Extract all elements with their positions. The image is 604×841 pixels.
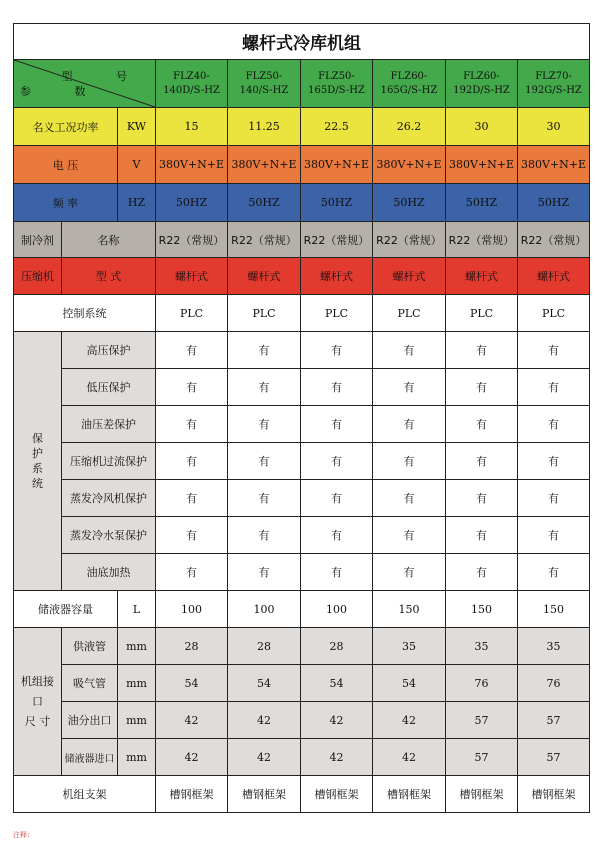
protection-value: 有 [228,406,301,443]
protection-value: 有 [446,480,518,517]
protection-value: 有 [156,332,228,369]
control-value: PLC [446,295,518,332]
receiver-row [14,591,590,628]
model-cell: FLZ70- 192G/S-HZ [518,60,590,108]
protection-value: 有 [156,517,228,554]
protection-value: 有 [446,443,518,480]
compressor-label: 压缩机 [14,258,62,295]
protection-value: 有 [301,369,373,406]
protection-item-label: 蒸发冷水泵保护 [62,517,156,554]
protection-row [14,480,590,517]
control-value: PLC [228,295,301,332]
refrigerant-value: R22（常规） [228,222,301,258]
connection-value: 42 [373,739,446,776]
connection-value: 42 [228,739,301,776]
connection-value: 76 [518,665,590,702]
spec-table [13,23,590,813]
connection-unit: mm [118,702,156,739]
protection-value: 有 [301,480,373,517]
protection-value: 有 [301,517,373,554]
connection-value: 76 [446,665,518,702]
frequency-value: 50HZ [373,184,446,222]
connection-unit: mm [118,739,156,776]
power-value: 30 [446,108,518,146]
connection-value: 42 [301,702,373,739]
voltage-unit: V [118,146,156,184]
voltage-value: 380V+N+E [228,146,301,184]
power-value: 30 [518,108,590,146]
protection-value: 有 [518,406,590,443]
compressor-value: 螺杆式 [228,258,301,295]
receiver-value: 150 [446,591,518,628]
protection-value: 有 [228,517,301,554]
protection-value: 有 [446,369,518,406]
connection-value: 42 [156,739,228,776]
connection-value: 42 [373,702,446,739]
connection-value: 54 [373,665,446,702]
model-cell: FLZ60- 165G/S-HZ [373,60,446,108]
protection-value: 有 [373,517,446,554]
frame-value: 槽钢框架 [518,776,590,813]
protection-value: 有 [228,443,301,480]
refrigerant-value: R22（常规） [373,222,446,258]
power-value: 15 [156,108,228,146]
frequency-value: 50HZ [228,184,301,222]
control-value: PLC [518,295,590,332]
connection-value: 35 [518,628,590,665]
connection-value: 35 [373,628,446,665]
protection-item-label: 低压保护 [62,369,156,406]
receiver-value: 100 [156,591,228,628]
voltage-value: 380V+N+E [156,146,228,184]
protection-value: 有 [228,480,301,517]
protection-value: 有 [518,443,590,480]
compressor-value: 螺杆式 [301,258,373,295]
frequency-label: 频 率 [14,184,118,222]
protection-value: 有 [228,332,301,369]
control-value: PLC [156,295,228,332]
voltage-value: 380V+N+E [373,146,446,184]
connection-value: 42 [228,702,301,739]
frequency-unit: HZ [118,184,156,222]
connection-group-label: 机组接 口 尺 寸 [14,628,62,776]
page-title: 螺杆式冷库机组 [14,24,590,60]
refrigerant-value: R22（常规） [446,222,518,258]
protection-row [14,443,590,480]
refrigerant-value: R22（常规） [156,222,228,258]
connection-value: 28 [228,628,301,665]
protection-value: 有 [301,554,373,591]
control-value: PLC [301,295,373,332]
protection-item-label: 油压差保护 [62,406,156,443]
compressor-row [14,258,590,295]
receiver-label: 储液器容量 [14,591,118,628]
protection-value: 有 [446,406,518,443]
compressor-value: 螺杆式 [446,258,518,295]
protection-value: 有 [301,332,373,369]
note-label: 注释： [13,831,34,839]
frame-value: 槽钢框架 [446,776,518,813]
receiver-value: 150 [518,591,590,628]
frequency-row [14,184,590,222]
power-value: 26.2 [373,108,446,146]
protection-item-label: 压缩机过流保护 [62,443,156,480]
protection-row [14,369,590,406]
protection-row [14,554,590,591]
frame-value: 槽钢框架 [373,776,446,813]
connection-item-label: 供液管 [62,628,118,665]
voltage-value: 380V+N+E [446,146,518,184]
power-row [14,108,590,146]
protection-value: 有 [373,480,446,517]
connection-value: 57 [518,739,590,776]
voltage-label: 电 压 [14,146,118,184]
frame-label: 机组支架 [14,776,156,813]
protection-value: 有 [518,517,590,554]
power-label: 名义工况功率 [14,108,118,146]
connection-value: 28 [156,628,228,665]
model-cell: FLZ50- 140/S-HZ [228,60,301,108]
connection-unit: mm [118,665,156,702]
protection-value: 有 [373,554,446,591]
protection-value: 有 [446,517,518,554]
header-corner-cell [14,60,156,108]
frequency-value: 50HZ [446,184,518,222]
refrigerant-value: R22（常规） [518,222,590,258]
protection-value: 有 [518,554,590,591]
refrigerant-row [14,222,590,258]
connection-value: 54 [301,665,373,702]
voltage-value: 380V+N+E [518,146,590,184]
frame-value: 槽钢框架 [228,776,301,813]
frame-value: 槽钢框架 [301,776,373,813]
connection-value: 54 [156,665,228,702]
protection-value: 有 [156,554,228,591]
protection-value: 有 [373,332,446,369]
protection-row [14,332,590,369]
connection-item-label: 吸气管 [62,665,118,702]
protection-value: 有 [373,443,446,480]
frequency-value: 50HZ [301,184,373,222]
protection-value: 有 [156,406,228,443]
frame-value: 槽钢框架 [156,776,228,813]
power-value: 22.5 [301,108,373,146]
model-cell: FLZ60- 192D/S-HZ [446,60,518,108]
frequency-value: 50HZ [156,184,228,222]
voltage-value: 380V+N+E [301,146,373,184]
protection-value: 有 [301,406,373,443]
frequency-value: 50HZ [518,184,590,222]
connection-value: 42 [156,702,228,739]
param-label: 参 数 [20,85,106,98]
power-unit: KW [118,108,156,146]
protection-value: 有 [373,406,446,443]
connection-row [14,665,590,702]
connection-value: 57 [446,739,518,776]
receiver-value: 100 [228,591,301,628]
protection-value: 有 [156,369,228,406]
protection-value: 有 [518,332,590,369]
connection-value: 57 [518,702,590,739]
receiver-unit: L [118,591,156,628]
connection-value: 42 [301,739,373,776]
header-row [14,60,590,108]
connection-row [14,739,590,776]
spec-sheet [13,23,590,813]
protection-item-label: 高压保护 [62,332,156,369]
frame-row [14,776,590,813]
protection-value: 有 [446,332,518,369]
connection-value: 28 [301,628,373,665]
protection-value: 有 [518,369,590,406]
compressor-value: 螺杆式 [156,258,228,295]
control-label: 控制系统 [14,295,156,332]
compressor-value: 螺杆式 [373,258,446,295]
connection-row [14,702,590,739]
connection-item-label: 油分出口 [62,702,118,739]
protection-value: 有 [156,480,228,517]
compressor-value: 螺杆式 [518,258,590,295]
receiver-value: 100 [301,591,373,628]
connection-value: 57 [446,702,518,739]
protection-value: 有 [228,369,301,406]
model-cell: FLZ40- 140D/S-HZ [156,60,228,108]
protection-item-label: 蒸发冷风机保护 [62,480,156,517]
protection-group-label: 保 护 系 统 [14,332,62,591]
connection-row [14,628,590,665]
receiver-value: 150 [373,591,446,628]
refrigerant-value: R22（常规） [301,222,373,258]
compressor-sublabel: 型 式 [62,258,156,295]
control-value: PLC [373,295,446,332]
model-label: 型 号 [61,70,147,83]
connection-unit: mm [118,628,156,665]
protection-value: 有 [446,554,518,591]
protection-value: 有 [518,480,590,517]
protection-value: 有 [156,443,228,480]
protection-value: 有 [228,554,301,591]
connection-item-label: 储液器进口 [62,739,118,776]
protection-item-label: 油底加热 [62,554,156,591]
protection-value: 有 [301,443,373,480]
protection-row [14,517,590,554]
refrigerant-sublabel: 名称 [62,222,156,258]
voltage-row [14,146,590,184]
protection-row [14,406,590,443]
model-cell: FLZ50- 165D/S-HZ [301,60,373,108]
connection-value: 35 [446,628,518,665]
connection-value: 54 [228,665,301,702]
refrigerant-label: 制冷剂 [14,222,62,258]
power-value: 11.25 [228,108,301,146]
control-row [14,295,590,332]
protection-value: 有 [373,369,446,406]
